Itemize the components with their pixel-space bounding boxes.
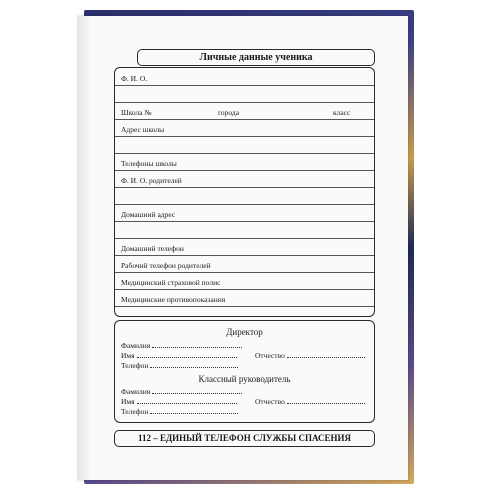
- form-row-contraindications: [115, 289, 374, 307]
- form-row-home-address: [115, 204, 374, 222]
- dotted-line: [152, 341, 242, 348]
- dotted-line: [150, 361, 238, 368]
- form-row-empty: [115, 85, 374, 103]
- form-row-empty: [115, 136, 374, 154]
- dotted-line: [152, 387, 242, 394]
- director-patronymic-label: Отчество: [255, 351, 285, 360]
- director-heading: Директор: [226, 327, 263, 337]
- dotted-line: [137, 397, 237, 404]
- teacher-patronymic-field: [255, 397, 365, 406]
- form-row-school-phones: [115, 153, 374, 171]
- teacher-surname-field: [121, 387, 242, 396]
- director-surname-label: Фамилия: [121, 341, 151, 350]
- dotted-line: [287, 397, 365, 404]
- teacher-name-field: [121, 397, 237, 406]
- form-row-home-phone: [115, 238, 374, 256]
- school-number-label: Школа №: [121, 107, 152, 117]
- form-row-work-phone: [115, 255, 374, 273]
- parents-fio-label: Ф. И. О. родителей: [121, 175, 182, 185]
- form-row-fio: [115, 68, 374, 86]
- city-label: города: [218, 107, 240, 117]
- school-address-label: Адрес школы: [121, 124, 165, 134]
- director-surname-field: [121, 341, 242, 350]
- dotted-line: [150, 407, 238, 414]
- teacher-phone-label: Телефон: [121, 407, 149, 416]
- student-data-form: [114, 67, 375, 317]
- teacher-patronymic-label: Отчество: [255, 397, 285, 406]
- form-row-school-address: [115, 119, 374, 137]
- class-label: класс: [333, 107, 351, 117]
- staff-contacts-box: [114, 320, 375, 423]
- page-gutter: [78, 16, 92, 480]
- school-phones-label: Телефоны школы: [121, 158, 177, 168]
- emergency-phone-banner: 112 – ЕДИНЫЙ ТЕЛЕФОН СЛУЖБЫ СПАСЕНИЯ: [114, 430, 375, 447]
- teacher-phone-field: [121, 407, 238, 416]
- teacher-surname-label: Фамилия: [121, 387, 151, 396]
- form-row-insurance: [115, 272, 374, 290]
- fio-label: Ф. И. О.: [121, 73, 148, 83]
- teacher-name-label: Имя: [121, 397, 135, 406]
- form-row-empty: [115, 221, 374, 239]
- insurance-label: Медицинский страховой полис: [121, 277, 221, 287]
- form-row-empty: [115, 187, 374, 205]
- dotted-line: [137, 351, 237, 358]
- home-address-label: Домашний адрес: [121, 209, 176, 219]
- form-row-parents: [115, 170, 374, 188]
- home-phone-label: Домашний телефон: [121, 243, 184, 253]
- director-phone-label: Телефон: [121, 361, 149, 370]
- contraindications-label: Медицинские противопоказания: [121, 294, 226, 304]
- director-name-label: Имя: [121, 351, 135, 360]
- director-patronymic-field: [255, 351, 365, 360]
- dotted-line: [287, 351, 365, 358]
- class-teacher-heading: Классный руководитель: [198, 374, 291, 384]
- form-row-school: [115, 102, 374, 120]
- director-name-field: [121, 351, 237, 360]
- page-title: Личные данные ученика: [137, 49, 375, 66]
- parents-work-phone-label: Рабочий телефон родителей: [121, 260, 211, 270]
- director-phone-field: [121, 361, 238, 370]
